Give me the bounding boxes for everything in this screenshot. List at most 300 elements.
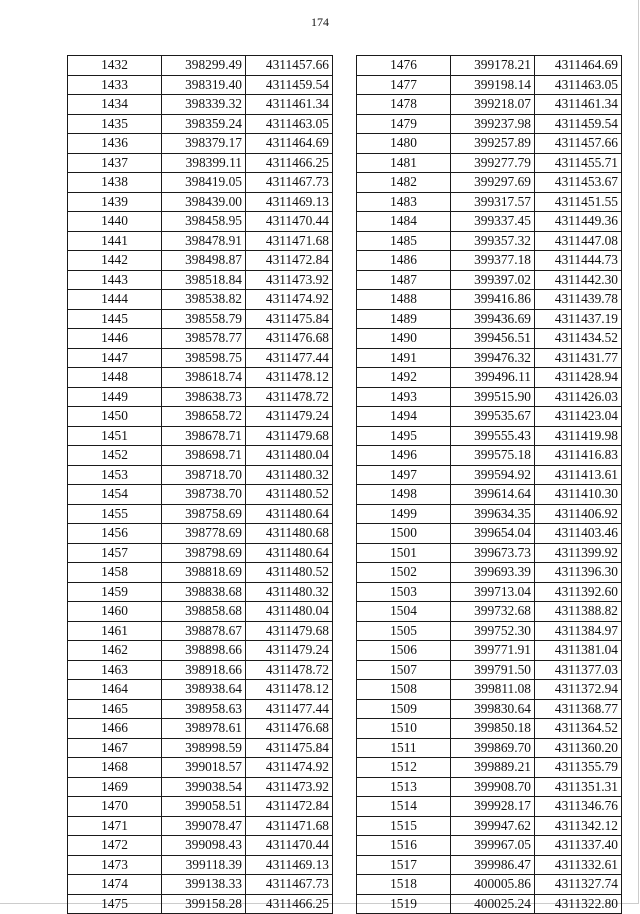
table-row [68, 816, 333, 836]
point-number: 1505 [357, 621, 451, 641]
y-coordinate: 4311466.25 [246, 894, 333, 914]
y-coordinate: 4311332.61 [535, 855, 622, 875]
point-number: 1514 [357, 797, 451, 817]
x-coordinate: 398778.69 [162, 524, 246, 544]
table-row [357, 465, 622, 485]
x-coordinate: 398498.87 [162, 251, 246, 271]
table-row [357, 348, 622, 368]
table-row [68, 582, 333, 602]
table-row [357, 95, 622, 115]
point-number: 1518 [357, 875, 451, 895]
x-coordinate: 398419.05 [162, 173, 246, 193]
table-row [357, 699, 622, 719]
y-coordinate: 4311455.71 [535, 153, 622, 173]
point-number: 1452 [68, 446, 162, 466]
x-coordinate: 398858.68 [162, 602, 246, 622]
point-number: 1517 [357, 855, 451, 875]
point-number: 1464 [68, 680, 162, 700]
table-row [357, 212, 622, 232]
point-number: 1494 [357, 407, 451, 427]
point-number: 1451 [68, 426, 162, 446]
table-row [357, 329, 622, 349]
y-coordinate: 4311473.92 [246, 270, 333, 290]
y-coordinate: 4311480.64 [246, 504, 333, 524]
y-coordinate: 4311471.68 [246, 231, 333, 251]
point-number: 1440 [68, 212, 162, 232]
x-coordinate: 398818.69 [162, 563, 246, 583]
point-number: 1486 [357, 251, 451, 271]
x-coordinate: 399811.08 [451, 680, 535, 700]
x-coordinate: 398718.70 [162, 465, 246, 485]
x-coordinate: 399673.73 [451, 543, 535, 563]
table-row [68, 114, 333, 134]
table-row [68, 758, 333, 778]
x-coordinate: 399018.57 [162, 758, 246, 778]
x-coordinate: 398359.24 [162, 114, 246, 134]
point-number: 1480 [357, 134, 451, 154]
y-coordinate: 4311364.52 [535, 719, 622, 739]
point-number: 1497 [357, 465, 451, 485]
point-number: 1501 [357, 543, 451, 563]
y-coordinate: 4311480.64 [246, 543, 333, 563]
y-coordinate: 4311472.84 [246, 797, 333, 817]
point-number: 1442 [68, 251, 162, 271]
x-coordinate: 398918.66 [162, 660, 246, 680]
x-coordinate: 399138.33 [162, 875, 246, 895]
point-number: 1438 [68, 173, 162, 193]
y-coordinate: 4311479.68 [246, 426, 333, 446]
point-number: 1465 [68, 699, 162, 719]
table-row [357, 797, 622, 817]
table-row [357, 426, 622, 446]
y-coordinate: 4311472.84 [246, 251, 333, 271]
table-row [357, 836, 622, 856]
point-number: 1456 [68, 524, 162, 544]
table-row [68, 777, 333, 797]
y-coordinate: 4311439.78 [535, 290, 622, 310]
x-coordinate: 398379.17 [162, 134, 246, 154]
point-number: 1435 [68, 114, 162, 134]
x-coordinate: 398738.70 [162, 485, 246, 505]
point-number: 1450 [68, 407, 162, 427]
point-number: 1495 [357, 426, 451, 446]
y-coordinate: 4311428.94 [535, 368, 622, 388]
table-row [357, 387, 622, 407]
x-coordinate: 399098.43 [162, 836, 246, 856]
point-number: 1479 [357, 114, 451, 134]
table-row [68, 894, 333, 914]
y-coordinate: 4311426.03 [535, 387, 622, 407]
point-number: 1490 [357, 329, 451, 349]
point-number: 1446 [68, 329, 162, 349]
table-row [357, 485, 622, 505]
x-coordinate: 399555.43 [451, 426, 535, 446]
y-coordinate: 4311470.44 [246, 836, 333, 856]
point-number: 1484 [357, 212, 451, 232]
table-row [68, 465, 333, 485]
page-number: 174 [311, 15, 329, 29]
x-coordinate: 399869.70 [451, 738, 535, 758]
coordinates-table-left [67, 55, 333, 914]
point-number: 1493 [357, 387, 451, 407]
point-number: 1503 [357, 582, 451, 602]
y-coordinate: 4311477.44 [246, 699, 333, 719]
y-coordinate: 4311467.73 [246, 173, 333, 193]
x-coordinate: 398299.49 [162, 56, 246, 76]
point-number: 1437 [68, 153, 162, 173]
y-coordinate: 4311392.60 [535, 582, 622, 602]
x-coordinate: 398698.71 [162, 446, 246, 466]
x-coordinate: 399337.45 [451, 212, 535, 232]
x-coordinate: 399732.68 [451, 602, 535, 622]
y-coordinate: 4311346.76 [535, 797, 622, 817]
point-number: 1468 [68, 758, 162, 778]
point-number: 1467 [68, 738, 162, 758]
table-row [357, 407, 622, 427]
point-number: 1498 [357, 485, 451, 505]
y-coordinate: 4311466.25 [246, 153, 333, 173]
y-coordinate: 4311322.80 [535, 894, 622, 914]
coordinates-table-right [356, 55, 622, 914]
table-row [68, 231, 333, 251]
table-row [68, 602, 333, 622]
table-row [357, 75, 622, 95]
table-row [357, 446, 622, 466]
table-row [68, 426, 333, 446]
x-coordinate: 399357.32 [451, 231, 535, 251]
x-coordinate: 399198.14 [451, 75, 535, 95]
x-coordinate: 399908.70 [451, 777, 535, 797]
x-coordinate: 399928.17 [451, 797, 535, 817]
x-coordinate: 399038.54 [162, 777, 246, 797]
point-number: 1487 [357, 270, 451, 290]
x-coordinate: 399594.92 [451, 465, 535, 485]
table-row [357, 524, 622, 544]
y-coordinate: 4311476.68 [246, 719, 333, 739]
y-coordinate: 4311457.66 [246, 56, 333, 76]
point-number: 1515 [357, 816, 451, 836]
x-coordinate: 399752.30 [451, 621, 535, 641]
y-coordinate: 4311478.12 [246, 368, 333, 388]
point-number: 1499 [357, 504, 451, 524]
table-row [68, 309, 333, 329]
x-coordinate: 399158.28 [162, 894, 246, 914]
point-number: 1457 [68, 543, 162, 563]
y-coordinate: 4311457.66 [535, 134, 622, 154]
y-coordinate: 4311416.83 [535, 446, 622, 466]
point-number: 1433 [68, 75, 162, 95]
x-coordinate: 400025.24 [451, 894, 535, 914]
table-row [68, 348, 333, 368]
table-row [357, 231, 622, 251]
point-number: 1462 [68, 641, 162, 661]
y-coordinate: 4311475.84 [246, 309, 333, 329]
x-coordinate: 398618.74 [162, 368, 246, 388]
point-number: 1496 [357, 446, 451, 466]
table-row [68, 270, 333, 290]
table-row [68, 680, 333, 700]
table-row [357, 641, 622, 661]
point-number: 1461 [68, 621, 162, 641]
y-coordinate: 4311442.30 [535, 270, 622, 290]
x-coordinate: 399947.62 [451, 816, 535, 836]
table-row [357, 738, 622, 758]
table-row [357, 56, 622, 76]
x-coordinate: 399476.32 [451, 348, 535, 368]
table-row [357, 368, 622, 388]
y-coordinate: 4311480.52 [246, 485, 333, 505]
x-coordinate: 398399.11 [162, 153, 246, 173]
x-coordinate: 399575.18 [451, 446, 535, 466]
point-number: 1470 [68, 797, 162, 817]
y-coordinate: 4311463.05 [535, 75, 622, 95]
x-coordinate: 398758.69 [162, 504, 246, 524]
point-number: 1483 [357, 192, 451, 212]
y-coordinate: 4311413.61 [535, 465, 622, 485]
table-row [357, 192, 622, 212]
x-coordinate: 398878.67 [162, 621, 246, 641]
x-coordinate: 399791.50 [451, 660, 535, 680]
y-coordinate: 4311479.24 [246, 407, 333, 427]
y-coordinate: 4311449.36 [535, 212, 622, 232]
table-row [68, 251, 333, 271]
table-row [357, 621, 622, 641]
point-number: 1489 [357, 309, 451, 329]
point-number: 1434 [68, 95, 162, 115]
y-coordinate: 4311399.92 [535, 543, 622, 563]
y-coordinate: 4311480.04 [246, 446, 333, 466]
point-number: 1473 [68, 855, 162, 875]
y-coordinate: 4311477.44 [246, 348, 333, 368]
x-coordinate: 398638.73 [162, 387, 246, 407]
x-coordinate: 398478.91 [162, 231, 246, 251]
point-number: 1460 [68, 602, 162, 622]
y-coordinate: 4311351.31 [535, 777, 622, 797]
x-coordinate: 398439.00 [162, 192, 246, 212]
table-row [68, 192, 333, 212]
y-coordinate: 4311479.24 [246, 641, 333, 661]
table-row [68, 75, 333, 95]
x-coordinate: 399297.69 [451, 173, 535, 193]
y-coordinate: 4311451.55 [535, 192, 622, 212]
y-coordinate: 4311480.04 [246, 602, 333, 622]
x-coordinate: 399967.05 [451, 836, 535, 856]
x-coordinate: 398798.69 [162, 543, 246, 563]
table-row [68, 738, 333, 758]
table-row [357, 680, 622, 700]
point-number: 1454 [68, 485, 162, 505]
y-coordinate: 4311355.79 [535, 758, 622, 778]
table-row [357, 816, 622, 836]
table-row [357, 855, 622, 875]
table-row [357, 153, 622, 173]
point-number: 1469 [68, 777, 162, 797]
y-coordinate: 4311459.54 [246, 75, 333, 95]
table-row [357, 602, 622, 622]
x-coordinate: 398958.63 [162, 699, 246, 719]
y-coordinate: 4311337.40 [535, 836, 622, 856]
x-coordinate: 399713.04 [451, 582, 535, 602]
point-number: 1432 [68, 56, 162, 76]
table-row [68, 719, 333, 739]
table-row [68, 56, 333, 76]
y-coordinate: 4311478.72 [246, 387, 333, 407]
point-number: 1507 [357, 660, 451, 680]
point-number: 1488 [357, 290, 451, 310]
table-row [68, 524, 333, 544]
y-coordinate: 4311464.69 [535, 56, 622, 76]
table-row [68, 641, 333, 661]
table-row [357, 582, 622, 602]
point-number: 1519 [357, 894, 451, 914]
point-number: 1500 [357, 524, 451, 544]
table-row [357, 251, 622, 271]
point-number: 1512 [357, 758, 451, 778]
x-coordinate: 398978.61 [162, 719, 246, 739]
point-number: 1485 [357, 231, 451, 251]
table-row [357, 309, 622, 329]
table-row [357, 894, 622, 914]
x-coordinate: 399634.35 [451, 504, 535, 524]
y-coordinate: 4311464.69 [246, 134, 333, 154]
point-number: 1471 [68, 816, 162, 836]
x-coordinate: 399889.21 [451, 758, 535, 778]
table-row [357, 173, 622, 193]
table-row [68, 368, 333, 388]
point-number: 1441 [68, 231, 162, 251]
y-coordinate: 4311480.32 [246, 582, 333, 602]
point-number: 1482 [357, 173, 451, 193]
table-row [68, 173, 333, 193]
point-number: 1447 [68, 348, 162, 368]
x-coordinate: 398938.64 [162, 680, 246, 700]
y-coordinate: 4311377.03 [535, 660, 622, 680]
y-coordinate: 4311444.73 [535, 251, 622, 271]
x-coordinate: 398319.40 [162, 75, 246, 95]
table-row [68, 504, 333, 524]
x-coordinate: 399986.47 [451, 855, 535, 875]
table-row [68, 446, 333, 466]
x-coordinate: 398518.84 [162, 270, 246, 290]
x-coordinate: 399277.79 [451, 153, 535, 173]
y-coordinate: 4311384.97 [535, 621, 622, 641]
y-coordinate: 4311406.92 [535, 504, 622, 524]
table-row [357, 719, 622, 739]
y-coordinate: 4311463.05 [246, 114, 333, 134]
table-row [68, 699, 333, 719]
y-coordinate: 4311410.30 [535, 485, 622, 505]
point-number: 1477 [357, 75, 451, 95]
table-row [68, 875, 333, 895]
point-number: 1445 [68, 309, 162, 329]
point-number: 1506 [357, 641, 451, 661]
y-coordinate: 4311470.44 [246, 212, 333, 232]
x-coordinate: 399456.51 [451, 329, 535, 349]
point-number: 1448 [68, 368, 162, 388]
x-coordinate: 399178.21 [451, 56, 535, 76]
table-row [68, 290, 333, 310]
point-number: 1509 [357, 699, 451, 719]
x-coordinate: 398898.66 [162, 641, 246, 661]
table-row [357, 290, 622, 310]
x-coordinate: 398838.68 [162, 582, 246, 602]
point-number: 1453 [68, 465, 162, 485]
x-coordinate: 399257.89 [451, 134, 535, 154]
y-coordinate: 4311447.08 [535, 231, 622, 251]
y-coordinate: 4311434.52 [535, 329, 622, 349]
point-number: 1449 [68, 387, 162, 407]
x-coordinate: 398558.79 [162, 309, 246, 329]
point-number: 1455 [68, 504, 162, 524]
y-coordinate: 4311453.67 [535, 173, 622, 193]
table-row [68, 621, 333, 641]
point-number: 1478 [357, 95, 451, 115]
point-number: 1511 [357, 738, 451, 758]
table-row [357, 134, 622, 154]
x-coordinate: 399317.57 [451, 192, 535, 212]
x-coordinate: 398538.82 [162, 290, 246, 310]
point-number: 1481 [357, 153, 451, 173]
x-coordinate: 399118.39 [162, 855, 246, 875]
x-coordinate: 399771.91 [451, 641, 535, 661]
table-row [68, 95, 333, 115]
y-coordinate: 4311403.46 [535, 524, 622, 544]
table-row [68, 543, 333, 563]
y-coordinate: 4311396.30 [535, 563, 622, 583]
table-row [68, 212, 333, 232]
point-number: 1476 [357, 56, 451, 76]
y-coordinate: 4311480.68 [246, 524, 333, 544]
point-number: 1459 [68, 582, 162, 602]
table-row [357, 504, 622, 524]
y-coordinate: 4311360.20 [535, 738, 622, 758]
x-coordinate: 399218.07 [451, 95, 535, 115]
y-coordinate: 4311480.32 [246, 465, 333, 485]
table-row [68, 836, 333, 856]
x-coordinate: 399693.39 [451, 563, 535, 583]
point-number: 1491 [357, 348, 451, 368]
y-coordinate: 4311423.04 [535, 407, 622, 427]
x-coordinate: 399237.98 [451, 114, 535, 134]
y-coordinate: 4311461.34 [246, 95, 333, 115]
point-number: 1439 [68, 192, 162, 212]
x-coordinate: 398578.77 [162, 329, 246, 349]
table-row [357, 758, 622, 778]
y-coordinate: 4311474.92 [246, 290, 333, 310]
y-coordinate: 4311471.68 [246, 816, 333, 836]
point-number: 1474 [68, 875, 162, 895]
table-row [68, 329, 333, 349]
x-coordinate: 398658.72 [162, 407, 246, 427]
table-row [357, 563, 622, 583]
y-coordinate: 4311381.04 [535, 641, 622, 661]
x-coordinate: 399377.18 [451, 251, 535, 271]
x-coordinate: 398998.59 [162, 738, 246, 758]
y-coordinate: 4311480.52 [246, 563, 333, 583]
y-coordinate: 4311437.19 [535, 309, 622, 329]
x-coordinate: 399850.18 [451, 719, 535, 739]
point-number: 1436 [68, 134, 162, 154]
x-coordinate: 399397.02 [451, 270, 535, 290]
x-coordinate: 399496.11 [451, 368, 535, 388]
y-coordinate: 4311469.13 [246, 855, 333, 875]
x-coordinate: 399654.04 [451, 524, 535, 544]
point-number: 1516 [357, 836, 451, 856]
table-row [68, 797, 333, 817]
x-coordinate: 400005.86 [451, 875, 535, 895]
x-coordinate: 398339.32 [162, 95, 246, 115]
y-coordinate: 4311476.68 [246, 329, 333, 349]
